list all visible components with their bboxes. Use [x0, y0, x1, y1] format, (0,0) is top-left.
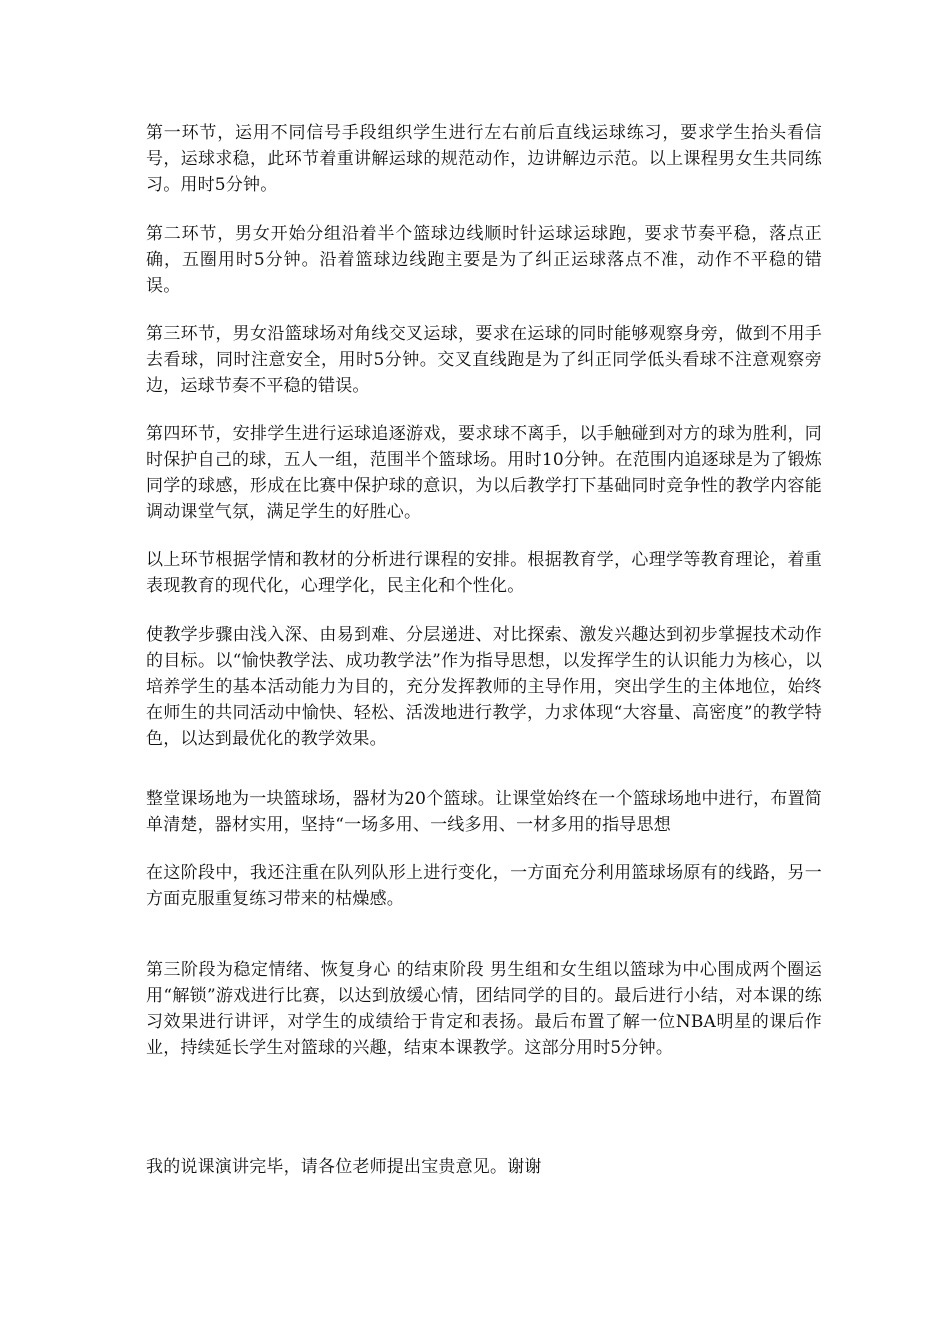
paragraph-stage1-step3: 第三环节，男女沿篮球场对角线交叉运球，要求在运球的同时能够观察身旁，做到不用手去看球，同时注意安全，用时5分钟。交叉直线跑是为了纠正同学低头看球不注意观察旁边，运球节奏不平稳的错误。: [146, 324, 822, 396]
paragraph-stage1-step4: 第四环节，安排学生进行运球追逐游戏，要求球不离手，以手触碰到对方的球为胜利，同时保护自己的球，五人一组，范围半个篮球场。用时10分钟。在范围内追逐球是为了锻炼同学的球感，形成在比赛中保护球的意识，为以后教学打下基础同时竞争性的教学内容能调动课堂气氛，满足学生的好胜心。: [146, 424, 822, 522]
paragraph-formation: 在这阶段中，我还注重在队列队形上进行变化，一方面充分利用篮球场原有的线路，另一方面克服重复练习带来的枯燥感。: [146, 863, 822, 909]
paragraph-closing: 我的说课演讲完毕，请各位老师提出宝贵意见。谢谢: [146, 1157, 542, 1177]
paragraph-teaching-method: 使教学步骤由浅入深、由易到难、分层递进、对比探索、激发兴趣达到初步掌握技术动作的目标。以“愉快教学法、成功教学法”作为指导思想，以发挥学生的认识能力为核心，以培养学生的基本活动能力为目的，充分发挥教师的主导作用，突出学生的主体地位，始终在师生的共同活动中愉快、轻松、活泼地进行教学，力求体现“大容量、高密度”的教学特色，以达到最优化的教学效果。: [146, 625, 822, 749]
paragraph-theory: 以上环节根据学情和教材的分析进行课程的安排。根据教育学，心理学等教育理论，着重表现教育的现代化，心理学化，民主化和个性化。: [146, 550, 822, 596]
paragraph-venue-equipment: 整堂课场地为一块篮球场，器材为20个篮球。让课堂始终在一个篮球场地中进行，布置简单清楚，器材实用，坚持“一场多用、一线多用、一材多用的指导思想: [146, 789, 822, 835]
paragraph-stage1-step1: 第一环节，运用不同信号手段组织学生进行左右前后直线运球练习，要求学生抬头看信号，运球求稳，此环节着重讲解运球的规范动作，边讲解边示范。以上课程男女生共同练习。用时5分钟。: [146, 123, 822, 195]
paragraph-stage3: 第三阶段为稳定情绪、恢复身心 的结束阶段 男生组和女生组以篮球为中心围成两个圈运用“解锁”游戏进行比赛，以达到放缓心情，团结同学的目的。最后进行小结，对本课的练习效果进行讲评，对学生的成绩给于肯定和表扬。最后布置了解一位NBA明星的课后作业，持续延长学生对篮球的兴趣，结束本课教学。这部分用时5分钟。: [146, 960, 822, 1058]
paragraph-stage1-step2: 第二环节，男女开始分组沿着半个篮球边线顺时针运球运球跑，要求节奏平稳，落点正确，五圈用时5分钟。沿着篮球边线跑主要是为了纠正运球落点不准，动作不平稳的错误。: [146, 224, 822, 296]
